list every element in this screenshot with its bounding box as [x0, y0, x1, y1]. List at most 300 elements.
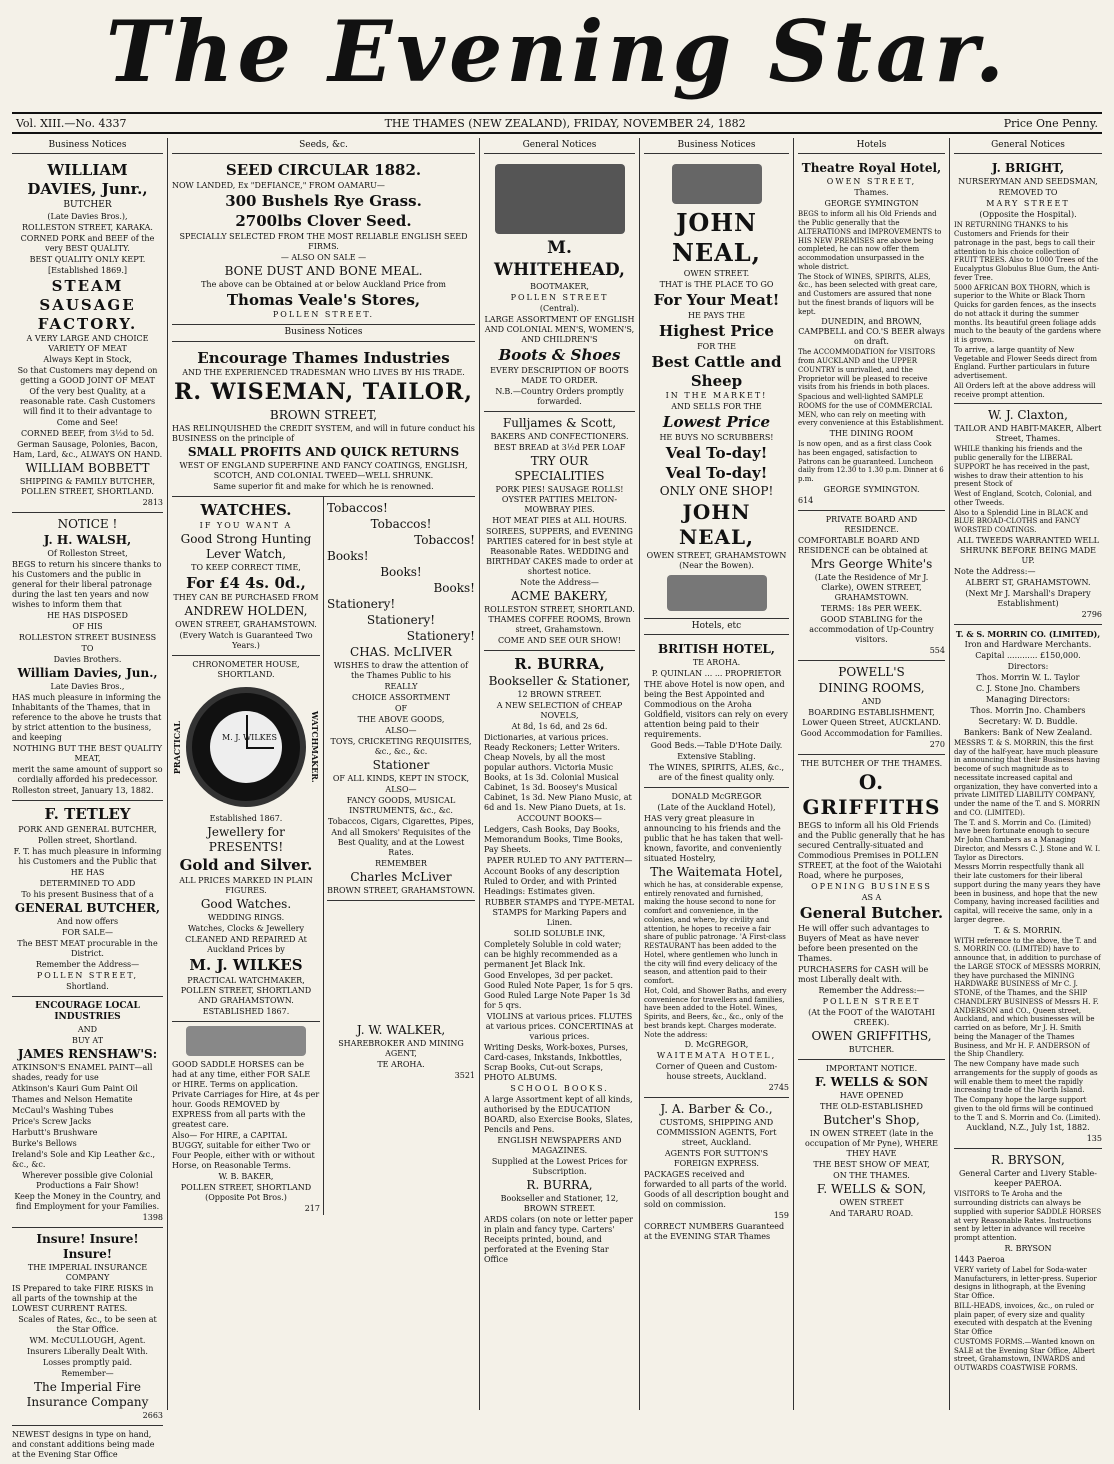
text-line: PRACTICAL WATCHMAKER, POLLEN STREET, SHORTLAND AND GRAHAMSTOWN. [180, 975, 312, 1005]
text-line: Books! [433, 580, 475, 595]
davies-late: (Late Davies Bros.), [47, 212, 128, 221]
text-line: The BEST MEAT procurable in the District. [17, 939, 158, 958]
ad-wells [798, 1060, 945, 1223]
text-line: Bookseller and Stationer, 12, BROWN STREET. [500, 1194, 619, 1214]
sausage-factory: STEAM SAUSAGE FACTORY. [37, 277, 138, 333]
text-line: General Carter and Livery Stable-keeper PAEROA. [959, 1169, 1097, 1189]
text-line: IS Prepared to take FIRE RISKS in all parts of the township at the LOWEST CURRENT RATES. [12, 1283, 154, 1313]
walsh-name: J. H. WALSH, [43, 533, 132, 548]
text-line: PORK AND GENERAL BUTCHER, [18, 825, 157, 834]
text-line: Rolleston street, January 13, 1882. [12, 786, 154, 796]
text-line: REALLY [384, 681, 418, 691]
text-line: GENERAL BUTCHER, [14, 901, 161, 915]
ad-theatre-royal [798, 157, 945, 511]
column-3 [480, 138, 640, 1410]
volume-number: Vol. XIII.—No. 4337 [16, 116, 127, 130]
text-line: He will offer such advantages to Buyers of Meat as have never before been presented on the Thames. [798, 923, 930, 963]
text-line: VIOLINS at various prices. FLUTES at various prices. CONCERTINAS at various prices. [485, 1012, 634, 1042]
text-line: HE HAS DISPOSED [47, 611, 128, 621]
text-line: Burke's Bellows [12, 1138, 77, 1148]
text-line: R. BURRA, [526, 1178, 593, 1193]
ad-number: 2745 [768, 1083, 789, 1093]
text-line: Account Books of any description Ruled to Order, and with Printed Headings: Estimates given. [484, 867, 620, 897]
text-line: Spacious and well-lighted SAMPLE ROOMS for the use of COMMERCIAL MEN, who can rely on meeting with every convenience at this Establishment. [798, 393, 944, 428]
column-3-header: General Notices [484, 138, 635, 154]
cow-illustration [672, 164, 762, 204]
text-line: The new Company have made such arrangements for the supply of goods as will enable them to meet the rapidly increasing trade of the North Island. [954, 1060, 1098, 1095]
text-line: P. QUINLAN ... ... PROPRIETOR [651, 668, 782, 678]
davies-trade: BUTCHER [63, 199, 112, 210]
text-line: HAVE OPENED [839, 1090, 904, 1100]
ad-barber [644, 1098, 789, 1246]
text-line: Dictionaries, at various prices. Ready Reckoners; Letter Writers. Cheap Novels, by all the most popular authors. Victoria Music Books, at 1s 3d. Colonial Musical Cabinet, 1s 3d. Boosey's Musical Cabinet, 1s 3d. New Piano Music, at 6d and 1s. New Piano Duets, at 1s. [484, 733, 632, 813]
text-line: — ALSO ON SALE — [280, 252, 367, 262]
text-line: OWEN STREET. [683, 269, 750, 279]
text-line: TRY OUR SPECIALITIES [514, 453, 605, 483]
sheep-illustration [667, 575, 767, 611]
watches-subcolumn [172, 497, 324, 1022]
column-6 [950, 138, 1106, 1410]
business-notices-header: Business Notices [172, 325, 475, 341]
text-line: Jewellery for PRESENTS! [207, 825, 285, 855]
ad-tetley [12, 801, 163, 997]
text-line: Wherever possible give Colonial Productions a Fair Show! [22, 1170, 153, 1190]
text-line: FOR SALE— [61, 928, 114, 937]
text-line: PAPER RULED TO ANY PATTERN— [486, 856, 633, 866]
text-line: Losses promptly paid. [42, 1357, 133, 1367]
text-line: NOW LANDED, Ex "DEFIANCE," FROM OAMARU— [172, 181, 385, 190]
text-line: The Company hope the large support given to the old firms will be continued to the T. and S. Morrin and Co. (Limited). [954, 1096, 1101, 1122]
text-line: Good Beds.—Table D'Hote Daily. [650, 740, 783, 750]
text-line: WITH reference to the above, the T. and S. MORRIN CO. (LIMITED) have to announce that, in addition to purchase of the LARGE STOCK of MESSRS MORRIN, they have purchased the MINING HARDWARE BUSINESS of Mr C. J. STONE, of the Thames, and the SHIP CHANDLERY BUSINESS of Messrs H. F. ANDERSON and CO., Queen street, Auckland, and which businesses will be carried on as before, Mr J. H. Smith being the Manager of the Thames Business, and Mr H. F. ANDERSON of the Ship Chandlery. [954, 936, 1101, 1059]
text-line: CHOICE ASSORTMENT [351, 692, 451, 702]
text-line: OF ALL KINDS, KEPT IN STOCK, [332, 773, 470, 783]
davies-line: BEST QUALITY ONLY KEPT. [29, 255, 146, 264]
text-line: Stationer [372, 757, 430, 772]
text-line: Tobaccos! [327, 500, 388, 515]
text-line: (Late the Residence of Mr J. Clarke), OWEN STREET, GRAHAMSTOWN. [814, 572, 929, 602]
text-line: (At the FOOT of the WAIOTAHI CREEK). [808, 1007, 935, 1027]
text-line: OWEN STREET, [826, 177, 917, 187]
text-line: Good Envelopes, 3d per packet. Good Ruled Note Paper, 1s for 5 qrs. Good Ruled Large Note Paper 1s 3d for 5 qrs. [484, 971, 633, 1011]
text-line: REMEMBER [375, 858, 427, 868]
text-line: Davies Brothers. [53, 655, 122, 665]
text-line: ATKINSON'S ENAMEL PAINT—all shades, ready for use [12, 1062, 153, 1082]
text-line: EVERY DESCRIPTION OF BOOTS MADE TO ORDER. [490, 365, 629, 385]
text-line: Writing Desks, Work-boxes, Purses, Card-cases, Inkstands, Inkbottles, Scrap Books, Cut-out Scraps, PHOTO ALBUMS. [484, 1043, 629, 1083]
text-line: BONE DUST AND BONE MEAL. [224, 263, 423, 278]
text-line: Iron and Hardware Merchants. [964, 639, 1092, 649]
text-line: Remember the Address— [35, 960, 140, 969]
text-line: GOOD STABLING for the accommodation of Up-Country visitors. [809, 614, 934, 644]
griffiths-name: O. GRIFFITHS [802, 769, 941, 819]
horse-carriage-image [186, 1026, 306, 1056]
wiseman-name: R. WISEMAN, TAILOR, [174, 379, 473, 406]
text-line: POLLEN STREET [822, 996, 921, 1006]
text-line: BOARDING ESTABLISHMENT, Lower Queen Street, AUCKLAND. [802, 707, 941, 727]
ad-bright [954, 157, 1102, 404]
text-line: Supplied at the Lowest Prices for Subscription. [491, 1157, 628, 1177]
text-line: Thames and Nelson Hematite [12, 1094, 133, 1104]
dateline [12, 112, 1102, 134]
ad-number: 554 [929, 645, 945, 655]
text-line: Secretary: W. D. Buddle. [978, 716, 1078, 726]
column-6-header: General Notices [954, 138, 1102, 154]
column-5-header: Hotels [798, 138, 945, 154]
text-line: ALL PRICES MARKED IN PLAIN FIGURES. [179, 876, 313, 895]
text-line: BAKERS AND CONFECTIONERS. [490, 431, 629, 441]
text-line: ALSO— [385, 725, 417, 735]
ad-davies [12, 157, 163, 513]
text-line: WEST OF ENGLAND SUPERFINE AND FANCY COATINGS, ENGLISH, SCOTCH, AND COLONIAL TWEED—WELL SHRUNK. [179, 460, 468, 480]
text-line: Thomas Veale's Stores, [226, 290, 421, 309]
column-4-header: Business Notices [644, 138, 789, 154]
text-line: POLLEN STREET [510, 292, 609, 302]
text-line: PACKAGES received and forwarded to all parts of the world. Goods of all description bought and sold on commission. [644, 1170, 789, 1210]
ad-wiseman [172, 345, 475, 497]
davies-name: WILLIAM DAVIES, Junr., [27, 161, 148, 198]
text-line: WATCHMAKER. [310, 711, 320, 784]
text-line: Encourage Thames Industries [197, 348, 450, 367]
text-line: IN RETURNING THANKS to his Customers and Friends for their patronage in the past, begs to call their attention to his choice collection of FRUIT TREES. Also to 1000 Trees of the Eucalyptus Globulus Blue Gum, the Anti-fever Tree. [954, 221, 1100, 282]
text-line: Capital ............ £150,000. [975, 650, 1081, 660]
ad-number: 270 [929, 739, 945, 749]
davies-address: ROLLESTON STREET, KARAKA. [22, 223, 153, 232]
text-line: Bankers: Bank of New Zealand. [963, 727, 1093, 737]
text-line: DONALD McGREGOR [671, 791, 762, 801]
newspaper-title: The Evening Star. [105, 2, 1009, 101]
text-line: 1443 Paeroa [954, 1254, 1005, 1264]
text-line: MARY STREET [986, 199, 1070, 209]
ad-number: 2813 [142, 498, 163, 508]
text-line: Is now open, and as a first class Cook has been engaged, satisfaction to Patrons can be guaranteed. Luncheon daily from 12.30 to 1.30 p.m. Dinner at 6 p.m. [798, 440, 944, 483]
text-line: (Next Mr J. Marshall's Drapery Establishment) [965, 588, 1091, 608]
ad-insure [12, 1228, 163, 1426]
text-line: Remember— [61, 1368, 114, 1378]
mcliver-name: CHAS. McLIVER [350, 644, 452, 659]
text-line: HAS RELINQUISHED the CREDIT SYSTEM, and will in future conduct his BUSINESS on the principle of [172, 423, 475, 443]
column-1 [8, 138, 168, 1459]
text-line: OPENING BUSINESS [811, 881, 932, 891]
text-line: Same superior fit and make for which he is renowned. [213, 481, 434, 491]
text-line: J. W. WALKER, [356, 1022, 446, 1037]
text-line: The Waitemata Hotel, [650, 864, 783, 879]
text-line: THE OLD-ESTABLISHED [820, 1101, 923, 1111]
text-line: Price's Screw Jacks [12, 1116, 92, 1126]
text-line: CLEANED AND REPAIRED At Auckland Prices by [185, 935, 307, 954]
text-line: SEED CIRCULAR 1882. [225, 161, 422, 180]
text-line: Books! [380, 564, 422, 579]
clock-label: M. J. WILKES [222, 733, 277, 743]
ad-mcgregor [644, 788, 789, 1099]
date-line-center: THE THAMES (NEW ZEALAND), FRIDAY, NOVEMBER 24, 1882 [384, 116, 746, 130]
text-line: POLLEN STREET. [272, 310, 375, 320]
ad-wilkes [172, 656, 320, 1022]
text-line: Directors: [1007, 661, 1049, 671]
text-line: (Central). [539, 303, 580, 313]
text-line: THE IMPERIAL INSURANCE COMPANY [27, 1262, 148, 1282]
text-line: Tobaccos, Cigars, Cigarettes, Pipes, [328, 816, 474, 826]
text-line: And now offers [56, 917, 119, 926]
text-line: CORRECT NUMBERS Guaranteed at the EVENING STAR Thames [644, 1222, 785, 1242]
text-line: TE AROHA. [377, 1059, 425, 1069]
text-line: CHRONOMETER HOUSE, SHORTLAND. [192, 660, 300, 680]
text-line: Ledgers, Cash Books, Day Books, Memorandum Books, Time Books, Pay Sheets. [484, 825, 623, 855]
text-line: Tobaccos! [414, 532, 475, 547]
column-4 [640, 138, 794, 1410]
text-line: GEORGE SYMINGTON [824, 199, 919, 209]
text-line: HOT MEAT PIES at ALL HOURS. [492, 515, 627, 525]
text-line: OF HIS [72, 622, 103, 632]
ad-newest [12, 1426, 163, 1464]
text-line: Best Cattle and Sheep [651, 352, 782, 390]
ad-neal [644, 157, 789, 618]
tetley-name: F. TETLEY [44, 805, 131, 824]
text-line: ROLLESTON STREET BUSINESS [18, 633, 157, 643]
text-line: AS A [861, 892, 882, 902]
text-line: TO KEEP CORRECT TIME, [191, 562, 301, 572]
text-line: BEGS to return his sincere thanks to his Customers and the public in general for their liberal patronage during the last ten years and now wishes to inform them that [12, 560, 162, 610]
clock-icon [186, 687, 306, 807]
text-line: F. WELLS & SON, [816, 1181, 927, 1196]
ad-british-hotel [644, 638, 789, 788]
ad-morrin [954, 625, 1102, 1150]
text-line: (Every Watch is Guaranteed Two Years.) [179, 631, 313, 651]
text-line: AND [861, 696, 882, 706]
text-line: Hot, Cold, and Shower Baths, and every convenience for travellers and families, have been added to the Hotel. Wines, Spirits, and Beers, &c., &c., only of the best brands kept. Charges moderate. Note the address: [644, 986, 787, 1039]
ad-claxton [954, 404, 1102, 625]
ad-walsh [12, 513, 163, 801]
text-line: Boots & Shoes [498, 345, 621, 364]
text-line: German Sausage, Polonies, Bacon, Ham, Lard, &c., ALWAYS ON HAND. [12, 440, 163, 460]
text-line: Also to a Splendid Line in BLACK and BLUE BROAD-CLOTHS and FANCY WORSTED COATINGS. [954, 508, 1089, 534]
text-line: 2700lbs Clover Seed. [235, 211, 412, 230]
text-line: Thames. [854, 188, 889, 198]
wdj-name: William Davies, Jun., [17, 666, 158, 681]
text-line: (Late of the Auckland Hotel), [657, 802, 776, 812]
text-line: WM. McCULLOUGH, Agent. [29, 1335, 146, 1345]
ad-number: 217 [304, 1203, 320, 1213]
text-line: So that Customers may depend on getting a GOOD JOINT OF MEAT [17, 366, 158, 386]
text-line: IF YOU WANT A [199, 520, 293, 530]
text-line: WEDDING RINGS. [207, 913, 285, 922]
text-line: OWEN STREET, GRAHAMSTOWN (Near the Bowen). [646, 550, 787, 570]
text-line: JOHN NEAL, [678, 499, 755, 549]
text-line: R. BURRA, [514, 654, 605, 673]
ad-griffiths [798, 755, 945, 1060]
text-line: RUBBER STAMPS and TYPE-METAL STAMPS for Marking Papers and Linen. [485, 898, 634, 928]
text-line: ALBERT ST, GRAHAMSTOWN. [965, 577, 1091, 587]
text-line: Always Kept in Stock, [43, 355, 132, 365]
text-line: Gold and Silver. [179, 856, 313, 875]
text-line: BEST BREAD at 3½d PER LOAF [493, 442, 626, 452]
text-line: Note the Address— [520, 577, 599, 587]
text-line: ALL TWEEDS WARRANTED WELL SHRUNK BEFORE BEING MADE UP. [957, 535, 1099, 565]
text-line: TE AROHA. [692, 657, 741, 667]
text-line: Extensive Stabling. [677, 751, 756, 761]
text-line: POWELL'S [838, 664, 905, 679]
ad-number: 159 [773, 1211, 789, 1221]
ad-bryson [954, 1149, 1102, 1377]
text-line: GEORGE SYMINGTON. [823, 484, 920, 494]
text-line: FANCY GOODS, MUSICAL INSTRUMENTS, &c., &c. [346, 795, 456, 815]
text-line: R. BRYSON [1004, 1243, 1052, 1253]
text-line: THE above Hotel is now open, and being the Best Appointed and Commodious on the Aroha Goldfield, visitors can rely on every attention being paid to their requirements. [644, 679, 788, 739]
text-line: OF [394, 703, 408, 713]
text-line: BILL-HEADS, invoices, &c., on ruled or plain paper, of every size and quality executed with despatch at the Evening Star Office [954, 1301, 1094, 1336]
column-5 [794, 138, 950, 1410]
text-line: REMOVED TO [998, 188, 1058, 198]
text-line: Veal To-day! [665, 444, 768, 462]
text-line: ENCOURAGE LOCAL INDUSTRIES [35, 1001, 140, 1023]
text-line: Mrs George White's [810, 556, 933, 571]
text-line: ROLLESTON STREET, SHORTLAND. THAMES COFFEE ROOMS, Brown street, Grahamstown. [484, 604, 635, 634]
text-line: VERY variety of Label for Soda-water Manufacturers, in letter-press. Superior designs in lithograph, at the Evening Star Office. [954, 1265, 1097, 1300]
text-line: SCHOOL BOOKS. [510, 1084, 609, 1094]
text-line: Insure! Insure! Insure! [36, 1231, 139, 1261]
text-line: All Orders left at the above address will receive prompt attention. [954, 381, 1096, 399]
text-line: FOR THE [697, 341, 736, 351]
text-line: BUTCHER. [848, 1044, 895, 1054]
text-line: Good Accommodation for Families. [800, 728, 943, 738]
text-line: IN OWEN STREET (late in the occupation of Mr Pyne), WHERE THEY HAVE [805, 1128, 938, 1158]
text-line: Atkinson's Kauri Gum Paint Oil [12, 1083, 138, 1093]
text-line: T. & S. MORRIN. [993, 925, 1063, 935]
text-line: SOIREES, SUPPERS, and EVENING PARTIES catered for in best style at Reasonable Rates. WEDDING and BIRTHDAY CAKES made to order at shortest notice. [486, 526, 633, 576]
text-line: BROWN STREET, GRAHAMSTOWN. [327, 885, 475, 895]
davies-line: CORNED PORK and BEEF of the very BEST QUALITY. [20, 234, 155, 253]
text-line: IMPORTANT NOTICE. [825, 1063, 918, 1073]
text-line: ACCOUNT BOOKS— [517, 814, 602, 824]
text-line: Scales of Rates, &c., to be seen at the Star Office. [18, 1314, 157, 1334]
text-line: Butcher's Shop, [823, 1112, 920, 1127]
text-line: ALSO— [385, 784, 417, 794]
text-line: which he has, at considerable expense, entirely renovated and furnished, making the house second to none for comfort and convenience, in the colonies, and where, by civility and attention, he hopes to receive a fair share of public patronage. 'A First-class RESTAURANT has been added to the Hotel, where gentlemen who lunch in the city will find every delicacy of the season, and attention paid to their comfort. [644, 880, 786, 985]
text-line: POLLEN STREET, SHORTLAND (Opposite Pot Bros.) [180, 1182, 312, 1202]
ad-seed [172, 157, 475, 325]
column-1-header: Business Notices [12, 138, 163, 154]
ad-burra [484, 651, 635, 1270]
ad-number: 135 [1086, 1134, 1102, 1144]
text-line: SOLID SOLUBLE INK, [513, 929, 606, 939]
text-line: DUNEDIN, and BROWN, CAMPBELL and CO.'S BEER always on draft. [798, 317, 945, 347]
text-line: Of the very best Quality, at a reasonable rate. Cash Customers will find it to their advantage to [19, 387, 156, 417]
text-line: The Imperial Fire Insurance Company [26, 1379, 149, 1409]
text-line: PRACTICAL [172, 720, 182, 774]
text-line: OWEN STREET, GRAHAMSTOWN. [175, 620, 317, 630]
text-line: COME AND SEE OUR SHOW! [497, 635, 621, 645]
price: Price One Penny. [1003, 116, 1098, 130]
hotels-etc-header: Hotels, etc [644, 619, 789, 635]
text-line: W. J. Claxton, [988, 408, 1068, 423]
text-line: Completely Soluble in cold water; can be highly recommended as a permanent Jet Black Ink. [484, 940, 622, 970]
text-line: Pollen street, Shortland. [38, 836, 137, 845]
text-line: Remember the Address:— [818, 985, 925, 995]
tobaccos-subcolumn [324, 497, 475, 1022]
text-line: Also— For HIRE, a CAPITAL BUGGY, suitable for either Two or Four People, either with or without Horse, on Reasonable Terms. [172, 1130, 315, 1170]
text-line: COMFORTABLE BOARD AND RESIDENCE can be obtained at [798, 535, 928, 555]
text-line: MESSRS T. & S. MORRIN, this the first day of the half-year, have much pleasure in announcing that their Business having become of such magnitude as to necessitate increased capital and organization, they have converted into a private LIMITED LIABILITY COMPANY, under the name of the T. and S. MORRIN and CO. (LIMITED). [954, 738, 1101, 817]
columns [8, 138, 1106, 1459]
text-line: Books! [327, 548, 369, 563]
text-line: And TARARU ROAD. [829, 1208, 914, 1218]
text-line: ESTABLISHED 1867. [202, 1006, 290, 1016]
text-line: For Your Meat! [653, 291, 780, 310]
text-line: OWEN STREET [839, 1197, 904, 1207]
text-line: HE PAYS THE [688, 311, 745, 320]
text-line: ACME BAKERY, [511, 588, 608, 603]
text-line: THE ABOVE GOODS, [357, 714, 445, 724]
text-line: BOOTMAKER, [530, 281, 589, 291]
text-line: D. McGREGOR, [684, 1040, 749, 1050]
text-line: The WINES, SPIRITS, ALES, &c., are of the finest quality only. [649, 762, 784, 782]
text-line: (Opposite the Hospital). [979, 210, 1077, 220]
text-line: CUSTOMS FORMS.—Wanted known on SALE at the Evening Star Office, Albert street, Grahamstown, INWARDS and OUTWARDS COASTWISE FORMS. [954, 1337, 1095, 1372]
text-line: N.B.—Country Orders promptly forwarded. [495, 386, 624, 406]
text-line: ONLY ONE SHOP! [659, 483, 774, 498]
text-line: M. J. WILKES [189, 956, 303, 974]
text-line: Established 1867. [209, 814, 283, 824]
text-line: NEWEST designs in type on hand, and constant additions being made at the Evening Star Office [12, 1429, 155, 1459]
text-line: For £4 4s. 0d., [186, 573, 306, 592]
text-line: Insurers Liberally Dealt With. [27, 1346, 148, 1356]
text-line: merit the same amount of support so cordially afforded his predecessor. [12, 765, 163, 785]
column-2-header: Seeds, &c. [172, 138, 475, 154]
text-line: Messrs Morrin respectfully thank all their late customers for their liberal support during the many years they have been in business, and hope that the new Company, having increased facilities and capital, will receive the same, only in a larger degree. [954, 863, 1101, 924]
text-line: Tobaccos! [370, 516, 432, 531]
text-line: TERMS: 18s PER WEEK. [820, 603, 923, 613]
text-line: Keep the Money in the Country, and find Employment for your Families. [14, 1191, 161, 1211]
text-line: Managing Directors: [985, 694, 1071, 704]
text-line: C. J. Stone Jno. Chambers [975, 683, 1081, 693]
clock-block [172, 681, 320, 813]
text-line: 5000 AFRICAN BOX THORN, which is superior to the White or Black Thorn Quicks for garden fences, as the insects do not attack it during the summer months. Its beautiful green foliage adds much to the beauty of the gardens where it is grown. [954, 283, 1101, 344]
text-line: Veal To-day! [665, 463, 768, 482]
text-line: WISHES to draw the attention of the Thames Public to his [333, 660, 469, 680]
text-line: AGENTS FOR SUTTON'S FOREIGN EXPRESS. [664, 1149, 769, 1169]
text-line: Good Watches. [200, 897, 292, 911]
ad-private-board [798, 511, 945, 661]
ad-renshaw [12, 997, 163, 1228]
text-line: AND [77, 1024, 98, 1034]
ad-number: 1398 [142, 1212, 163, 1222]
text-line: 12 BROWN STREET. [517, 690, 602, 700]
text-line: BRITISH HOTEL, [658, 641, 775, 656]
text-line: West of England, Scotch, Colonial, and other Tweeds. [954, 490, 1092, 507]
ad-powell [798, 661, 945, 755]
text-line: Theatre Royal Hotel, [801, 161, 942, 176]
text-line: HAS much pleasure in informing the Inhabitants of the Thames, that in reference to the above he trusts that by strict attention to the business, and keeping [12, 693, 162, 743]
text-line: To arrive, a large quantity of New Vegetable and Flower Seeds direct from England. Further particulars in future advertisement. [954, 345, 1097, 380]
text-line: And all Smokers' Requisites of the Best Quality, and at the Lowest Rates. [331, 827, 471, 857]
text-line: W. B. BAKER, [218, 1171, 274, 1181]
ad-holden [172, 497, 320, 657]
text-line: Harbutt's Brushware [12, 1127, 98, 1137]
text-line: 300 Bushels Rye Grass. [225, 192, 422, 210]
text-line: J. A. Barber & Co., [660, 1102, 773, 1117]
text-line: Come and See! [56, 418, 119, 428]
tree-illustration [495, 164, 625, 234]
ad-number: 3521 [454, 1070, 475, 1080]
text-line: HE BUYS NO SCRUBBERS! [659, 433, 774, 442]
text-line: Stationery! [327, 596, 396, 611]
baker-subcolumn [172, 1022, 324, 1215]
column-2-bottom [172, 1022, 475, 1215]
text-line: SHIPPING & FAMILY BUTCHER, POLLEN STREET, SHORTLAND. [19, 477, 156, 497]
text-line: SHAREBROKER AND MINING AGENT, [338, 1038, 464, 1058]
text-line: McCaul's Washing Tubes [12, 1105, 114, 1115]
text-line: TAILOR AND HABIT-MAKER, Albert Street, Thames. [954, 424, 1102, 444]
